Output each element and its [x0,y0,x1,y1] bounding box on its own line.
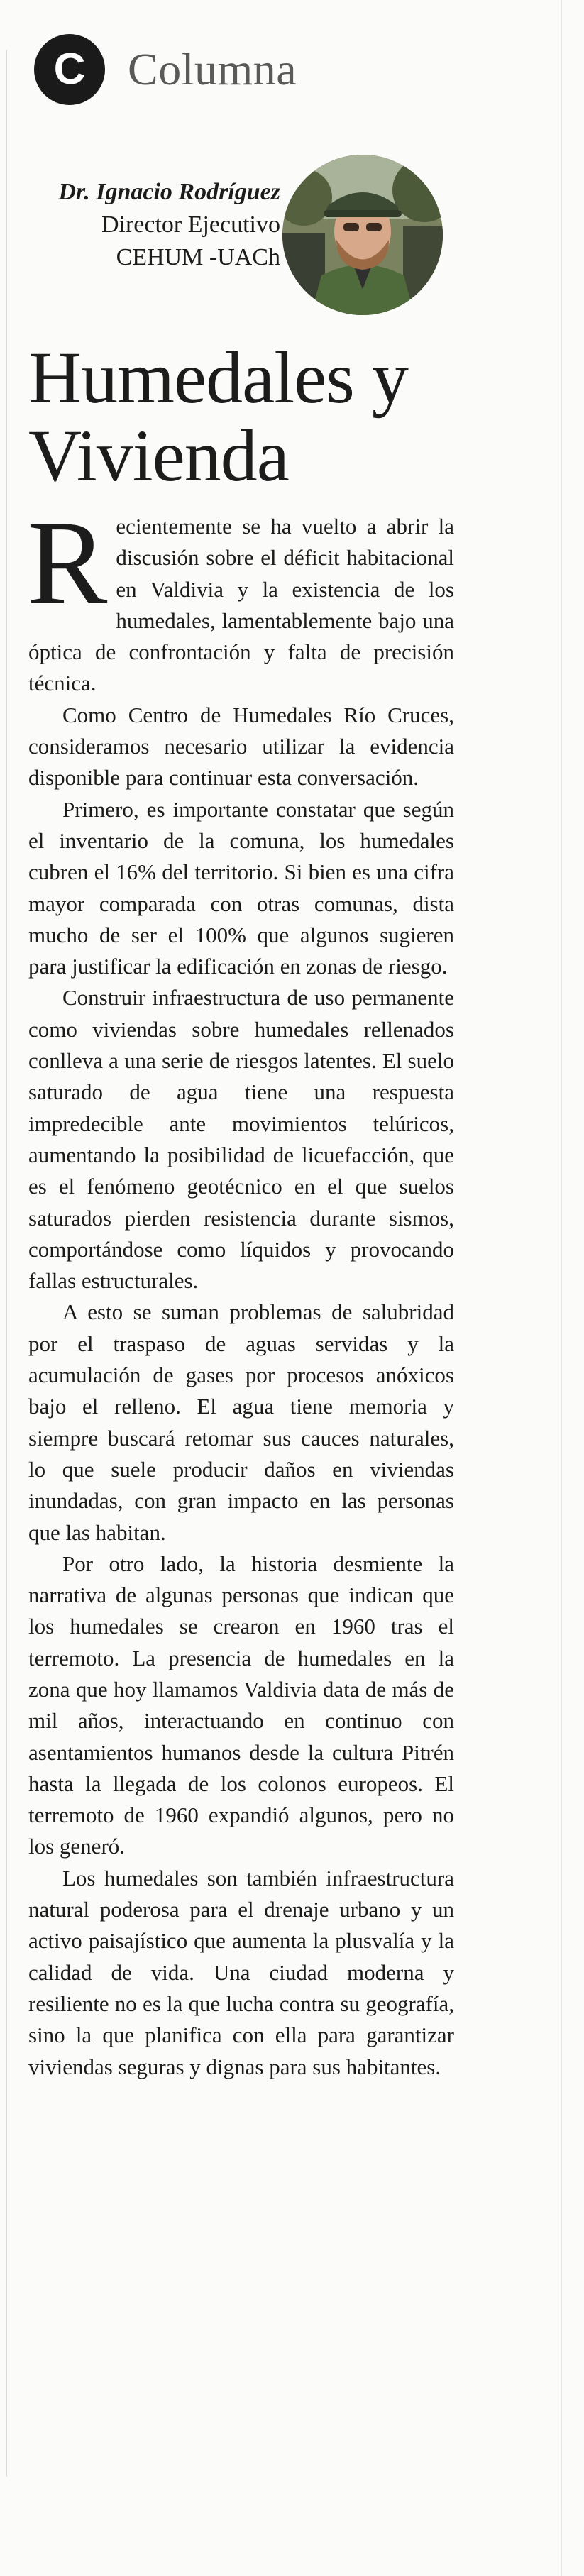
article-paragraph [27,496,454,700]
article-paragraph: Los humedales son también infraestructura natural poderosa para el drenaje urbano y un activo paisajístico que aumenta la plusvalía y la calidad de vida. Una ciudad moderna y resiliente no es la que lucha contra su geografía, sino la que planifica con ella para garantizar viviendas seguras y dignas para sus habitantes. [28,1865,454,2079]
section-label: Columna [128,44,297,94]
author-role: Director Ejecutivo [101,211,280,238]
left-margin-rule [6,50,7,2477]
author-portrait [282,155,443,315]
article-paragraph: Primero, es importante constatar que según el inventario de la comuna, los humedales cubren el 16% del territorio. Si bien es una cifra mayor comparada con otras comunas, dista mucho de ser el 100% que algunos sugieren para justificar la edificación en zonas de riesgo. [28,796,454,979]
article-body [27,496,454,2083]
drop-cap: R [27,496,108,629]
article-paragraph: Por otro lado, la historia desmiente la narrativa de algunas personas que indican que los humedales se crearon en 1960 tras el terremoto. La presencia de humedales en la zona que hoy llamamos Valdivia data de más de mil años, interactuando en continuo con asentamientos humanos desde la cultura Pitrén hasta la llegada de los colonos europeos. El terremoto de 1960 expandió algunos, pero no los generó. [28,1551,454,1859]
section-header [34,34,297,105]
article-paragraph: Construir infraestructura de uso permanente como viviendas sobre humedales rellenados conlleva a una serie de riesgos latentes. El suelo saturado de agua tiene una respuesta impredecible ante movimientos telúricos, aumentando la posibilidad de licuefacción, que es el fenómeno geotécnico en el que suelos saturados pierden resistencia durante sismos, comportándose como líquidos y provocando fallas estructurales. [28,985,454,1294]
headline: Humedales y Vivienda [28,337,408,497]
article-paragraph: Como Centro de Humedales Río Cruces, consideramos necesario utilizar la evidencia disponible para continuar esta conversación. [28,702,454,791]
right-margin-rule [561,0,562,2576]
author-byline [28,176,280,274]
author-org: CEHUM -UACh [116,244,280,270]
paragraph-text: ecientemente se ha vuelto a abrir la discusión sobre el déficit habitacional en Valdivia y la existencia de los humedales, lamentablemente bajo una óptica de confrontación y falta de precisión técnica. [28,514,454,696]
article-paragraph: A esto se suman problemas de salubridad por el traspaso de aguas servidas y la acumulación de gases por procesos anóxicos bajo el relleno. El agua tiene memoria y siempre buscará retomar sus cauces naturales, lo que suele producir daños en viviendas inundadas, con gran impacto en las personas que las habitan. [28,1299,454,1545]
author-name: Dr. Ignacio Rodríguez [58,179,280,205]
author-avatar [282,155,443,315]
section-badge: C [34,34,105,105]
